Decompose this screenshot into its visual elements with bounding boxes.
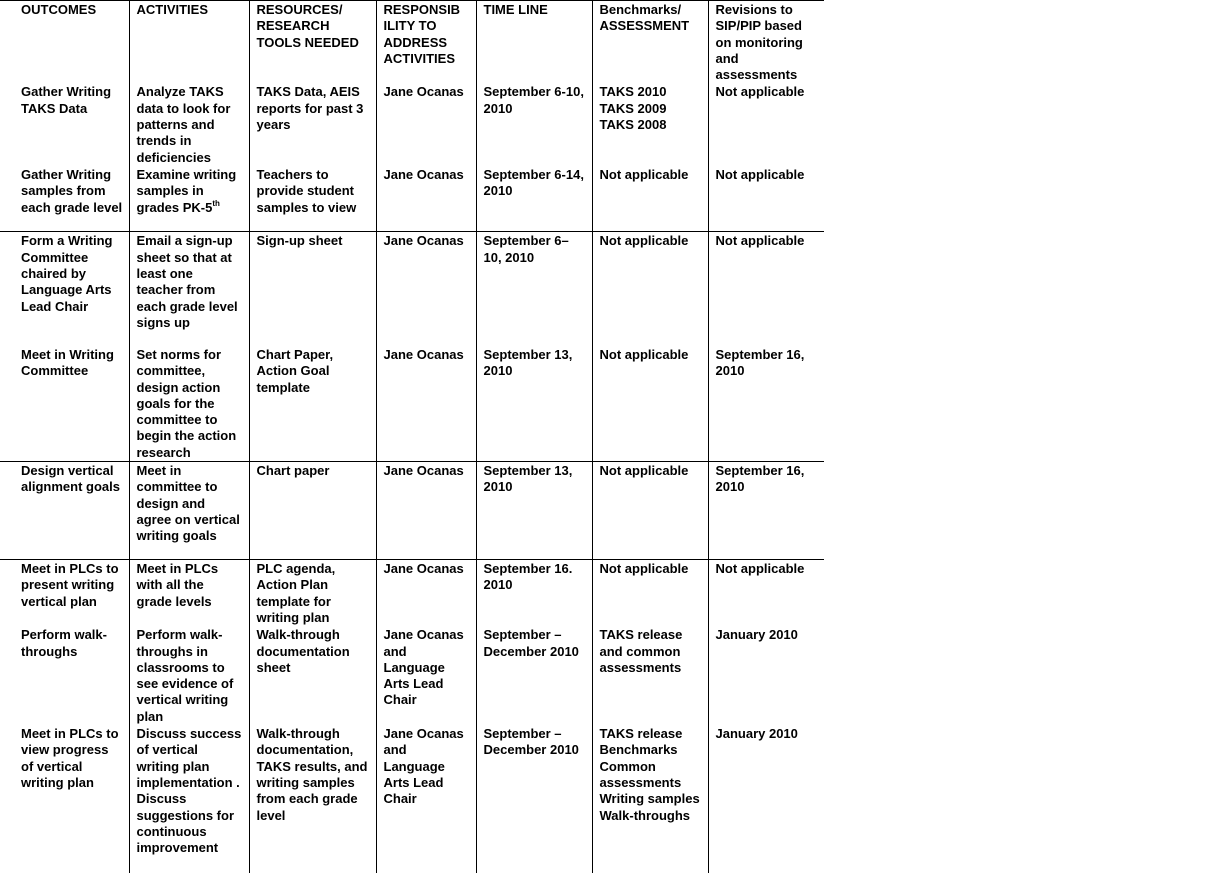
revisions-cell: January 2010 [708,725,824,873]
activity-cell: Perform walk-throughs in classrooms to see evidence of vertical writing plan [129,626,249,725]
resources-cell: Teachers to provide student samples to view [249,166,376,232]
revisions-cell: Not applicable [708,166,824,232]
activity-cell: Discuss success of vertical writing plan implementation . Discuss suggestions for continuous improvement [129,725,249,873]
resources-cell: Chart paper [249,462,376,560]
timeline-cell: September – December 2010 [476,725,592,873]
outcome-cell: Meet in Writing Committee [0,346,129,462]
activity-text: Examine writing samples in grades PK-5 [136,166,237,215]
timeline-cell: September 13, 2010 [476,462,592,560]
responsibility-cell: Jane Ocanas [376,83,476,165]
outcome-cell: Gather Writing samples from each grade level [0,166,129,232]
resources-cell: Chart Paper, Action Goal template [249,346,376,462]
header-activities: ACTIVITIES [129,1,249,84]
activity-cell [129,166,249,232]
outcome-cell: Design vertical alignment goals [0,462,129,560]
revisions-cell: September 16, 2010 [708,346,824,462]
ordinal-suffix: th [212,198,220,208]
benchmarks-cell: TAKS release Benchmarks Common assessments Writing samples Walk-throughs [592,725,708,873]
header-responsibility: RESPONSIB ILITY TO ADDRESS ACTIVITIES [376,1,476,84]
outcome-cell: Meet in PLCs to present writing vertical plan [21,561,119,609]
timeline-cell: September 6-10, 2010 [476,83,592,165]
table-row [0,166,824,232]
resources-cell: PLC agenda, Action Plan template for writing plan [249,560,376,627]
table-row [0,232,824,346]
table-row [0,626,824,725]
table-row [0,560,824,627]
outcome-cell: Form a Writing Committee chaired by Language Arts Lead Chair [21,233,113,314]
revisions-cell: Not applicable [708,83,824,165]
responsibility-cell: Jane Ocanas [376,166,476,232]
header-resources: RESOURCES/ RESEARCH TOOLS NEEDED [249,1,376,84]
resources-cell: TAKS Data, AEIS reports for past 3 years [249,83,376,165]
timeline-cell: September 6-14, 2010 [476,166,592,232]
outcome-cell: Perform walk-throughs [21,627,107,659]
benchmarks-cell: TAKS 2010 TAKS 2009 TAKS 2008 [592,83,708,165]
timeline-cell: September – December 2010 [476,626,592,725]
responsibility-cell: Jane Ocanas [376,346,476,462]
resources-cell: Walk-through documentation sheet [249,626,376,725]
timeline-cell: September 6–10, 2010 [476,232,592,346]
benchmarks-cell: TAKS release and common assessments [592,626,708,725]
table-row [0,346,824,462]
benchmarks-cell: Not applicable [592,166,708,232]
outcome-cell: Gather Writing TAKS Data [21,84,112,116]
benchmarks-cell: Not applicable [592,232,708,346]
responsibility-cell: Jane Ocanas and Language Arts Lead Chair [376,626,476,725]
header-benchmarks: Benchmarks/ ASSESSMENT [592,1,708,84]
revisions-cell: Not applicable [708,560,824,627]
responsibility-cell: Jane Ocanas [376,560,476,627]
revisions-cell: January 2010 [708,626,824,725]
activity-cell: Analyze TAKS data to look for patterns and trends in deficiencies [129,83,249,165]
responsibility-cell: Jane Ocanas and Language Arts Lead Chair [376,725,476,873]
header-timeline: TIME LINE [476,1,592,84]
benchmarks-cell: Not applicable [592,346,708,462]
table-row [0,462,824,560]
resources-cell: Walk-through documentation, TAKS results, and writing samples from each grade level [249,725,376,873]
header-outcomes: OUTCOMES [0,1,129,84]
resources-cell: Sign-up sheet [249,232,376,346]
revisions-cell: Not applicable [708,232,824,346]
timeline-cell: September 16. 2010 [476,560,592,627]
revisions-cell: September 16, 2010 [708,462,824,560]
activity-cell: Email a sign-up sheet so that at least one teacher from each grade level signs up [129,232,249,346]
responsibility-cell: Jane Ocanas [376,232,476,346]
activity-cell: Meet in PLCs with all the grade levels [129,560,249,627]
activity-cell: Set norms for committee, design action goals for the committee to begin the action research [129,346,249,462]
responsibility-cell: Jane Ocanas [376,462,476,560]
benchmarks-cell: Not applicable [592,462,708,560]
timeline-cell: September 13, 2010 [476,346,592,462]
header-row [0,1,824,84]
table-row [0,725,824,873]
activity-cell: Meet in committee to design and agree on vertical writing goals [129,462,249,560]
header-revisions: Revisions to SIP/PIP based on monitoring and assessments [708,1,824,84]
table-row [0,83,824,165]
outcome-cell: Meet in PLCs to view progress of vertical writing plan [21,726,119,790]
benchmarks-cell: Not applicable [592,560,708,627]
